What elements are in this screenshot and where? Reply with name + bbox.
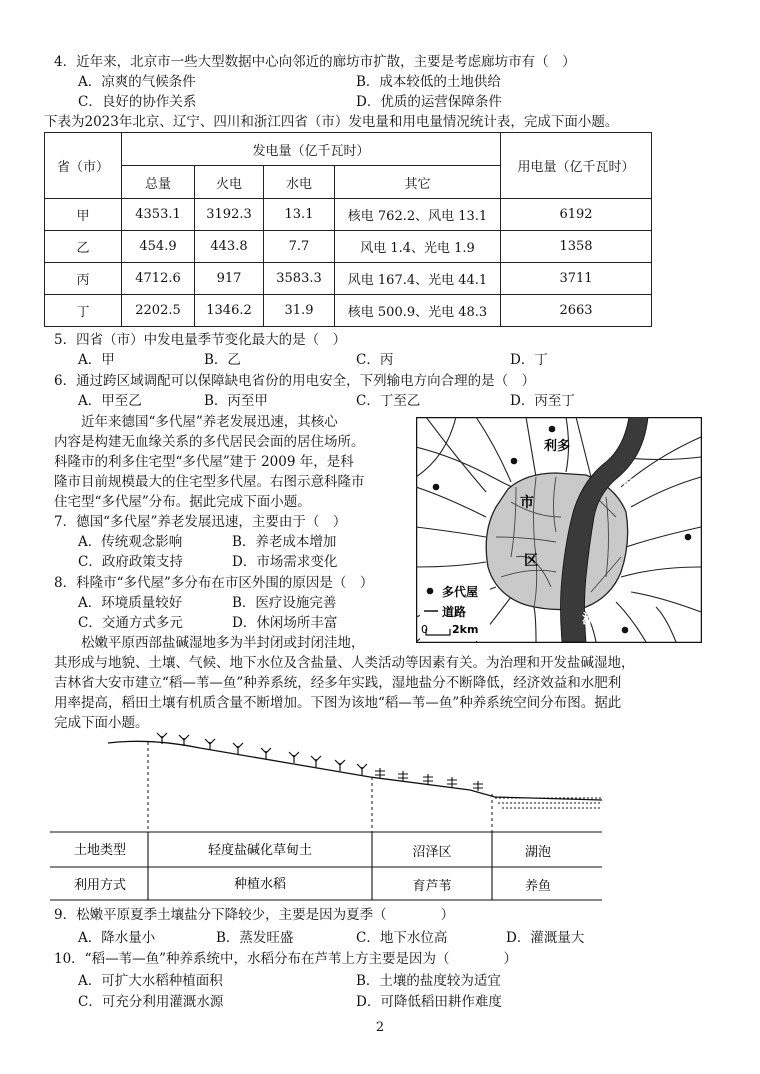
- q6-option-d: D．丙至丁: [510, 393, 575, 409]
- passage-line: 住宅型“多代屋”分布。据此完成下面小题。: [54, 494, 311, 510]
- header-generation: 发电量（亿千瓦时）: [122, 133, 501, 166]
- row-hydro: 13.1: [264, 199, 335, 231]
- q9-stem: 9．松嫩平原夏季土壤盐分下降较少，主要是因为夏季（ ）: [54, 907, 455, 923]
- profile-table-lines: [50, 832, 602, 900]
- legend-house-label: 多代屋: [442, 585, 479, 599]
- legend-road-label: 道路: [442, 605, 467, 619]
- q8-option-c: C．交通方式多元: [78, 615, 183, 631]
- legend-house-symbol: [427, 588, 434, 595]
- row-use: 2663: [501, 295, 652, 327]
- q8-option-b: B．医疗设施完善: [232, 595, 337, 611]
- scale-zero: 0: [421, 623, 428, 636]
- row-total: 2202.5: [122, 295, 195, 327]
- row-thermal: 917: [195, 263, 264, 295]
- rice-plants: [157, 733, 367, 775]
- q9-option-a: A．降水量小: [78, 930, 156, 946]
- row-thermal: 443.8: [195, 231, 264, 263]
- row-use: 3711: [501, 263, 652, 295]
- row-thermal: 1346.2: [195, 295, 264, 327]
- passage-multigeneration: [54, 412, 365, 512]
- q4-stem: 4．近年来，北京市一些大型数据中心向邻近的廊坊市扩散，主要是考虑廊坊市有（ ）: [54, 54, 576, 70]
- row-name: 丁: [45, 295, 122, 327]
- q5-stem: 5．四省（市）中发电量季节变化最大的是（ ）: [54, 332, 347, 348]
- q10-option-c: C．可充分利用灌溉水源: [78, 994, 224, 1010]
- rice-reed-fish-profile: [50, 730, 610, 905]
- land-lake: 湖泡: [524, 845, 552, 860]
- row-total: 4353.1: [122, 199, 195, 231]
- label-he: 河: [622, 478, 636, 493]
- row-other: 核电 500.9、光电 48.3: [335, 295, 501, 327]
- use-reed: 育芦苇: [412, 879, 452, 894]
- q10-stem: 10．“稻—苇—鱼”种养系统中，水稻分布在芦苇上方主要是因为（ ）: [54, 951, 517, 967]
- row-hydro: 31.9: [264, 295, 335, 327]
- label-qu: 区: [524, 553, 538, 569]
- label-liu: 流: [582, 612, 596, 627]
- q6-option-c: C．丁至乙: [356, 393, 421, 409]
- q7-option-d: D．市场需求变化: [232, 554, 338, 570]
- q4-option-b: B．成本较低的土地供给: [356, 74, 501, 90]
- row-label-land-use: 利用方式: [74, 878, 127, 893]
- label-lido: 利多: [544, 439, 571, 454]
- q7-option-b: B．养老成本增加: [232, 534, 337, 550]
- row-name: 乙: [45, 231, 122, 263]
- row-total: 454.9: [122, 231, 195, 263]
- land-meadow-soil: 轻度盐碱化草甸土: [207, 843, 313, 858]
- q9-option-c: C．地下水位高: [356, 930, 448, 946]
- subheader-thermal: 火电: [195, 166, 264, 199]
- use-rice: 种植水稻: [233, 877, 287, 892]
- zone-boundaries: [148, 742, 492, 832]
- q7-option-c: C．政府政策支持: [78, 554, 183, 570]
- q6-option-a: A．甲至乙: [78, 393, 142, 409]
- row-other: 风电 167.4、光电 44.1: [335, 263, 501, 295]
- label-shi: 市: [520, 495, 534, 511]
- row-name: 丙: [45, 263, 122, 295]
- passage-line: 科隆市的利多住宅型“多代屋”建于 2009 年，是科: [54, 454, 354, 470]
- q5-option-b: B．乙: [204, 352, 241, 368]
- passage-line: 吉林省大安市建立“稻—苇—鱼”种养系统，经多年实践，湿地盐分不断降低，经济效益和水肥利: [54, 675, 622, 691]
- row-other: 风电 1.4、光电 1.9: [335, 231, 501, 263]
- header-province: 省（市）: [45, 133, 122, 199]
- passage-line: 内容是构建无血缘关系的多代居民会面的居住场所。: [54, 434, 365, 450]
- row-use: 6192: [501, 199, 652, 231]
- subheader-hydro: 水电: [264, 166, 335, 199]
- passage-line: 松嫩平原西部盐碱湿地多为半封闭或封闭洼地，: [54, 635, 365, 651]
- house-marker: [433, 484, 440, 491]
- subheader-other: 其它: [335, 166, 501, 199]
- row-use: 1358: [501, 231, 652, 263]
- passage-line: 用率提高，稻田土壤有机质含量不断增加。下图为该地“稻—苇—鱼”种养系统空间分布图。据此: [54, 695, 622, 711]
- q7-stem: 7．德国“多代屋”养老发展迅速，主要由于（ ）: [54, 514, 347, 530]
- q8-option-d: D．休闲场所丰富: [232, 615, 338, 631]
- q9-option-b: B．蒸发旺盛: [216, 930, 294, 946]
- q6-option-b: B．丙至甲: [204, 393, 268, 409]
- q9-option-d: D．灌溉量大: [506, 930, 585, 946]
- q10-option-a: A．可扩大水稻种植面积: [78, 973, 223, 989]
- passage-line: 近年来德国“多代屋”养老发展迅速，其核心: [54, 414, 338, 430]
- row-name: 甲: [45, 199, 122, 231]
- table-intro: 下表为2023年北京、辽宁、四川和浙江四省（市）发电量和用电量情况统计表，完成下面小题。: [44, 114, 619, 130]
- row-total: 4712.6: [122, 263, 195, 295]
- q10-option-d: D．可降低稻田耕作难度: [356, 994, 502, 1010]
- row-thermal: 3192.3: [195, 199, 264, 231]
- q4-option-c: C．良好的协作关系: [78, 94, 197, 110]
- header-consumption: 用电量（亿千瓦时）: [501, 133, 652, 199]
- row-label-land-type: 土地类型: [74, 843, 127, 858]
- q8-stem: 8．科隆市“多代屋”多分布在市区外围的原因是（ ）: [54, 575, 374, 591]
- q5-option-a: A．甲: [78, 352, 115, 368]
- scale-label: 2km: [452, 623, 479, 636]
- q8-option-a: A．环境质量较好: [78, 595, 183, 611]
- table-row: [45, 295, 652, 327]
- use-fish: 养鱼: [524, 879, 552, 894]
- q10-option-b: B．土壤的盐度较为适宜: [356, 973, 501, 989]
- land-marsh: 沼泽区: [412, 845, 452, 860]
- q6-stem: 6．通过跨区域调配可以保障缺电省份的用电安全，下列输电方向合理的是（ ）: [54, 373, 536, 389]
- passage-line: 完成下面小题。: [54, 715, 149, 731]
- q5-option-d: D．丁: [510, 352, 548, 368]
- q4-option-a: A．凉爽的气候条件: [78, 74, 196, 90]
- house-marker: [511, 458, 518, 465]
- table-row: [45, 199, 652, 231]
- terrain-surface: [108, 741, 602, 800]
- cologne-map: [416, 417, 702, 643]
- row-hydro: 7.7: [264, 231, 335, 263]
- table-row: [45, 231, 652, 263]
- q5-option-c: C．丙: [356, 352, 394, 368]
- table-row: [45, 263, 652, 295]
- row-other: 核电 762.2、风电 13.1: [335, 199, 501, 231]
- passage-line: 隆市目前规模最大的住宅型多代屋。右图示意科隆市: [54, 474, 365, 490]
- q4-option-d: D．优质的运营保障条件: [356, 94, 502, 110]
- urban-district: [486, 473, 627, 610]
- subheader-total: 总量: [122, 166, 195, 199]
- house-marker: [549, 426, 556, 433]
- row-hydro: 3583.3: [264, 263, 335, 295]
- passage-line: 其形成与地貌、土壤、气候、地下水位及含盐量、人类活动等因素有关。为治理和开发盐碱湿地，: [54, 655, 635, 671]
- q7-option-a: A．传统观念影响: [78, 534, 183, 550]
- power-table: [44, 132, 652, 327]
- house-marker: [622, 627, 629, 634]
- page-number: 2: [375, 1020, 385, 1035]
- house-marker: [685, 534, 692, 541]
